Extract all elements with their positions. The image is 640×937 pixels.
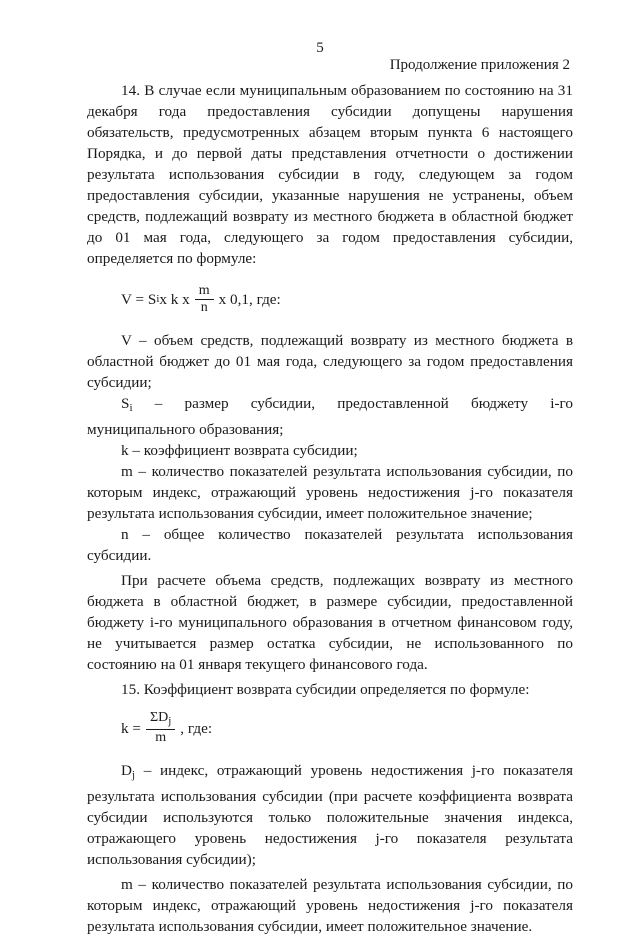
definition-v: V – объем средств, подлежащий возврату из местного бюджета в областной бюджет до 01 мая года, следующего за годом предоставления субсидии; xyxy=(87,332,573,391)
paragraph-calculation: При расчете объема средств, подлежащих возврату из местного бюджета в областной бюджет, в размере субсидии, предоставленной бюджету i-го муниципального образования в отчетном финансовом году, не учитывается размер остатка субсидии, не использованного по состоянию на 01 января текущего финансового года. xyxy=(87,572,573,673)
dj-letter: D xyxy=(121,762,132,779)
formula-v-mid: x k x xyxy=(159,291,190,308)
definition-m-2: m – количество показателей результата использования субсидии, по которым индекс, отражающий уровень недостижения j-го показателя результата использования субсидии, имеет положительное значение. xyxy=(87,876,573,935)
formula-v-fraction xyxy=(195,283,214,316)
page-number: 5 xyxy=(316,40,324,56)
formula-k-denominator: m xyxy=(155,730,167,745)
formula-v-sub: i xyxy=(156,293,160,305)
formula-k-num-main: ΣD xyxy=(149,710,169,725)
formula-k-right: , где: xyxy=(180,719,213,737)
formula-k-fraction xyxy=(146,710,175,746)
document-body xyxy=(87,80,573,937)
definition-dj xyxy=(87,760,573,870)
si-letter: S xyxy=(121,395,130,412)
formula-v-numerator: m xyxy=(195,283,214,300)
formula-v-denominator: n xyxy=(200,300,208,315)
definition-m: m – количество показателей результата использования субсидии, по которым индекс, отражающий уровень недостижения j-го показателя результата использования субсидии, имеет положительное значение; xyxy=(87,463,573,522)
formula-k-numerator xyxy=(146,710,175,730)
formula-k-num-sub: j xyxy=(168,715,172,727)
paragraph-15: 15. Коэффициент возврата субсидии определяется по формуле: xyxy=(121,681,530,698)
formula-v-right: x 0,1, где: xyxy=(218,291,281,308)
dj-sub: j xyxy=(131,769,136,781)
definition-dj-text: – индекс, отражающий уровень недостижения j-го показателя результата использования субсидии (при расчете коэффициента возврата субсидии используются только положительные значения индекса, отражающего уровень недостижения j-го показателя результата использования субсидии); xyxy=(87,762,573,868)
continuation-label: Продолжение приложения 2 xyxy=(389,57,570,73)
si-sub: i xyxy=(129,402,133,414)
definition-si xyxy=(87,393,573,440)
formula-k xyxy=(121,710,573,746)
formula-v-left: V = S xyxy=(121,291,157,308)
definition-k: k – коэффициент возврата субсидии; xyxy=(121,442,358,459)
formula-k-left: k = xyxy=(121,719,141,737)
definition-si-text: – размер субсидии, предоставленной бюджету i-го муниципального образования; xyxy=(87,395,573,438)
definition-n: n – общее количество показателей результата использования субсидии. xyxy=(87,526,573,564)
paragraph-14: 14. В случае если муниципальным образованием по состоянию на 31 декабря года предоставления субсидии допущены нарушения обязательств, предусмотренных абзацем вторым пункта 6 настоящего Порядка, и до первой даты представления отчетности о достижении результата использования субсидии в году, следующем за годом предоставления субсидии, указанные нарушения не устранены, объем средств, подлежащий возврату из местного бюджета в областной бюджет до 01 мая года, следующего за годом предоставления субсидии, определяется по формуле: xyxy=(87,82,573,267)
formula-v xyxy=(121,283,573,316)
